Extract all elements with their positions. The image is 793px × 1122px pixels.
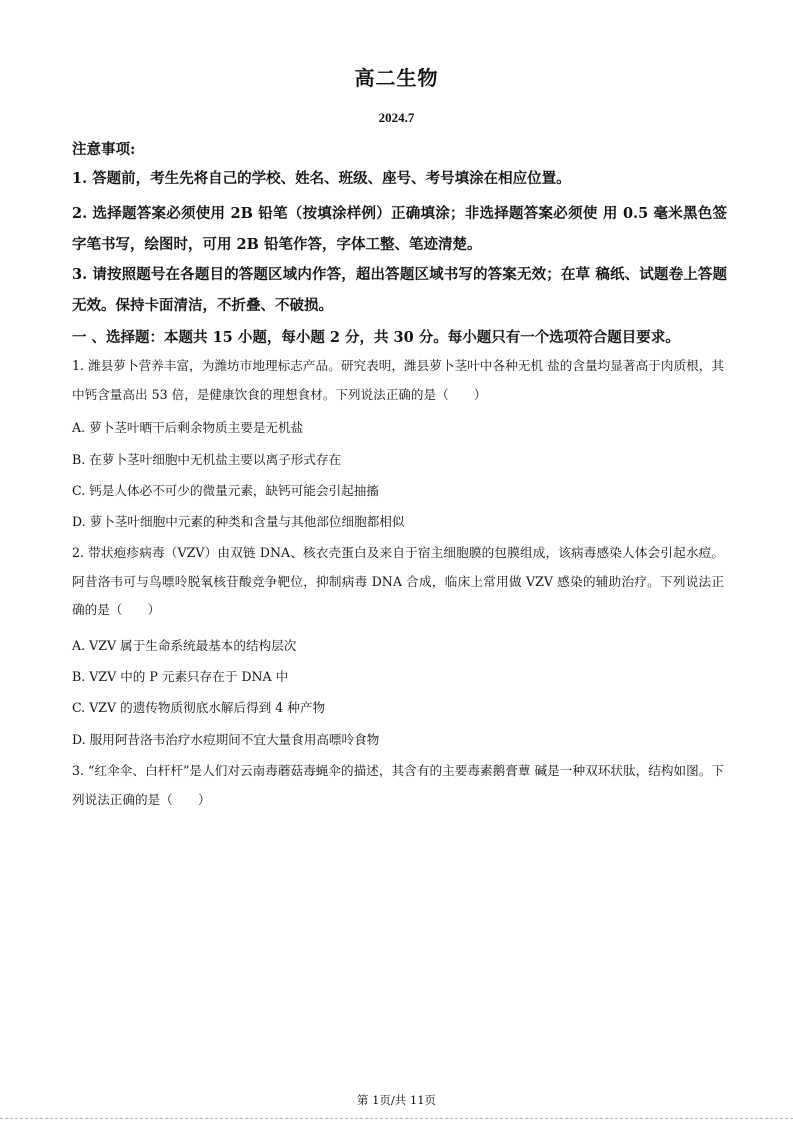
question-2-option-b: B. VZV 中的 P 元素只存在于 DNA 中 <box>72 669 289 684</box>
question-2-option-d: D. 服用阿昔洛韦治疗水痘期间不宜大量食用高嘌呤食物 <box>72 732 380 747</box>
question-2-stem: 2. 带状疱疹病毒（VZV）由双链 DNA、核衣壳蛋白及来自于宿主细胞膜的包膜组成，该病毒感染人体会引起水痘。阿昔洛韦可与鸟嘌呤脱氧核苷酸竞争靶位，抑制病毒 DNA 合成，临床上常用做 VZV 感染的辅助治疗。下列说法正确的是（ ） <box>72 545 724 617</box>
document-date: 2024.7 <box>378 110 415 125</box>
page-number: 第 1页/共 11页 <box>356 1093 437 1107</box>
notes-heading: 注意事项: <box>72 141 136 158</box>
document-title: 高二生物 <box>354 66 439 90</box>
note-item-2: 2. 选择题答案必须使用 2B 铅笔（按填涂样例）正确填涂；非选择题答案必须使 用 0.5 毫米黑色签字笔书写，绘图时，可用 2B 铅笔作答，字体工整、笔迹清楚。 <box>72 205 727 253</box>
question-2-option-c: C. VZV 的遗传物质彻底水解后得到 4 种产物 <box>72 700 326 715</box>
question-2-option-a: A. VZV 属于生命系统最基本的结构层次 <box>72 638 297 653</box>
section-heading: 一 、选择题：本题共 15 小题，每小题 2 分，共 30 分。每小题只有一个选项符合题目要求。 <box>72 329 680 346</box>
note-item-3: 3. 请按照题号在各题目的答题区域内作答，超出答题区域书写的答案无效；在草 稿纸、试题卷上答题无效。保持卡面清洁，不折叠、不破损。 <box>72 266 727 314</box>
question-3-stem: 3. “红伞伞、白杆杆”是人们对云南毒蘑菇毒蝇伞的描述，其含有的主要毒素鹅膏蕈 碱是一种双环状肽，结构如图。下列说法正确的是（ ） <box>72 763 724 807</box>
footer-divider <box>0 1118 793 1119</box>
question-1-stem: 1. 潍县萝卜营养丰富，为潍坊市地理标志产品。研究表明，潍县萝卜茎叶中各种无机 盐的含量均显著高于肉质根，其中钙含量高出 53 倍，是健康饮食的理想食材。下列说法正确的是（ ） <box>72 358 724 402</box>
question-1-option-d: D. 萝卜茎叶细胞中元素的种类和含量与其他部位细胞都相似 <box>72 514 405 529</box>
question-1-option-b: B. 在萝卜茎叶细胞中无机盐主要以离子形式存在 <box>72 452 342 467</box>
note-item-1: 1. 答题前，考生先将自己的学校、姓名、班级、座号、考号填涂在相应位置。 <box>72 170 571 187</box>
question-1-option-c: C. 钙是人体必不可少的微量元素，缺钙可能会引起抽搐 <box>72 483 379 498</box>
question-1-option-a: A. 萝卜茎叶晒干后剩余物质主要是无机盐 <box>72 420 304 435</box>
